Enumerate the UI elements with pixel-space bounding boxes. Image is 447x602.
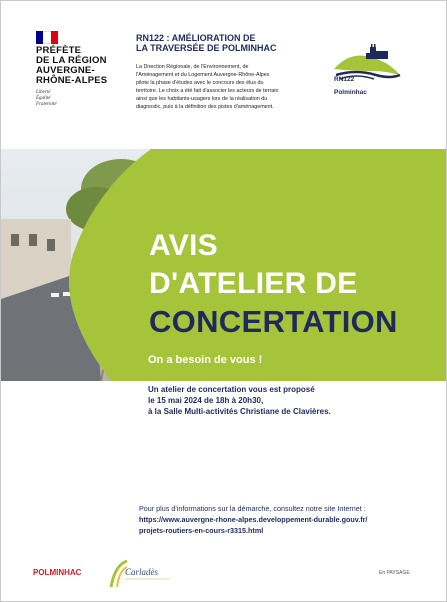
republic-motto [36,90,131,108]
carlades-logo-icon [105,557,175,591]
intro-text-line: La Direction Régionale, de l'Environnement, de [136,64,249,70]
rn122-place: Polminhac [334,89,367,96]
flag-red [51,31,58,44]
event-details-line: le 15 mai 2024 de 18h à 20h30, [148,396,264,405]
flag-blue [36,31,43,44]
hero-line-concertation: CONCERTATION [149,304,398,339]
prefecture-logo [36,31,131,108]
event-details-line: à la Salle Multi-activités Christiane de Clavières. [148,407,331,416]
street-photo [1,149,447,381]
prefet-line: AUVERGNE- [36,65,95,76]
intro-title-line: LA TRAVERSÉE DE POLMINHAC [136,43,277,53]
motto-line: Fraternité [36,102,57,107]
intro-text-line: territoire. Le choix a été fait d'associer les acteurs de terrain [136,88,279,95]
intro-text-line: diagnostic, puis à la définition des pistes d'aménagement. [136,104,274,111]
event-details [148,384,418,417]
prefet-line: PRÉFÈTE [36,45,82,56]
flag-white [43,31,50,44]
prefet-line: DE LA RÉGION [36,55,107,66]
info-text: Pour plus d'informations sur la démarche, consultez notre site Internet : [139,504,366,513]
intro-block [136,33,321,112]
rn122-label: RN122 [334,76,355,83]
hero-line-atelier: D'ATELIER DE [149,267,358,300]
intro-text [136,63,321,112]
info-link-line[interactable]: https://www.auvergne-rhone-alpes.developpement-durable.gouv.fr/ [139,515,368,524]
info-block [139,503,434,536]
intro-text-line: pilote la phase d'études avec le concours des élus du [136,80,264,87]
prefet-line: RHÔNE-ALPES [36,75,108,86]
info-link-line[interactable]: projets-routiers-en-cours-r3315.html [139,526,264,535]
carlades-logo-text: Carladès [125,567,159,577]
intro-title [136,33,321,53]
motto-line: Égalité [36,96,51,101]
motto-line: Liberté [36,90,51,95]
prefecture-title [36,46,131,86]
polminhac-logo-text: POLMINHAC [33,568,82,577]
paysage-logo: En PAYSAGE [379,570,410,576]
event-details-line: Un atelier de concertation vous est proposé [148,385,315,394]
intro-text-line: ainsi que les habitants-usagers lors de la réalisation du [136,96,268,103]
intro-text-line: l'Aménagement et du Logement Auvergne-Rhône-Alpes [136,72,270,79]
french-flag-icon [36,31,58,44]
hero-line-avis: AVIS [149,229,218,262]
intro-title-line: RN122 : AMÉLIORATION DE [136,33,256,43]
hero-tagline: On a besoin de vous ! [148,354,263,366]
polminhac-logo [33,568,81,577]
